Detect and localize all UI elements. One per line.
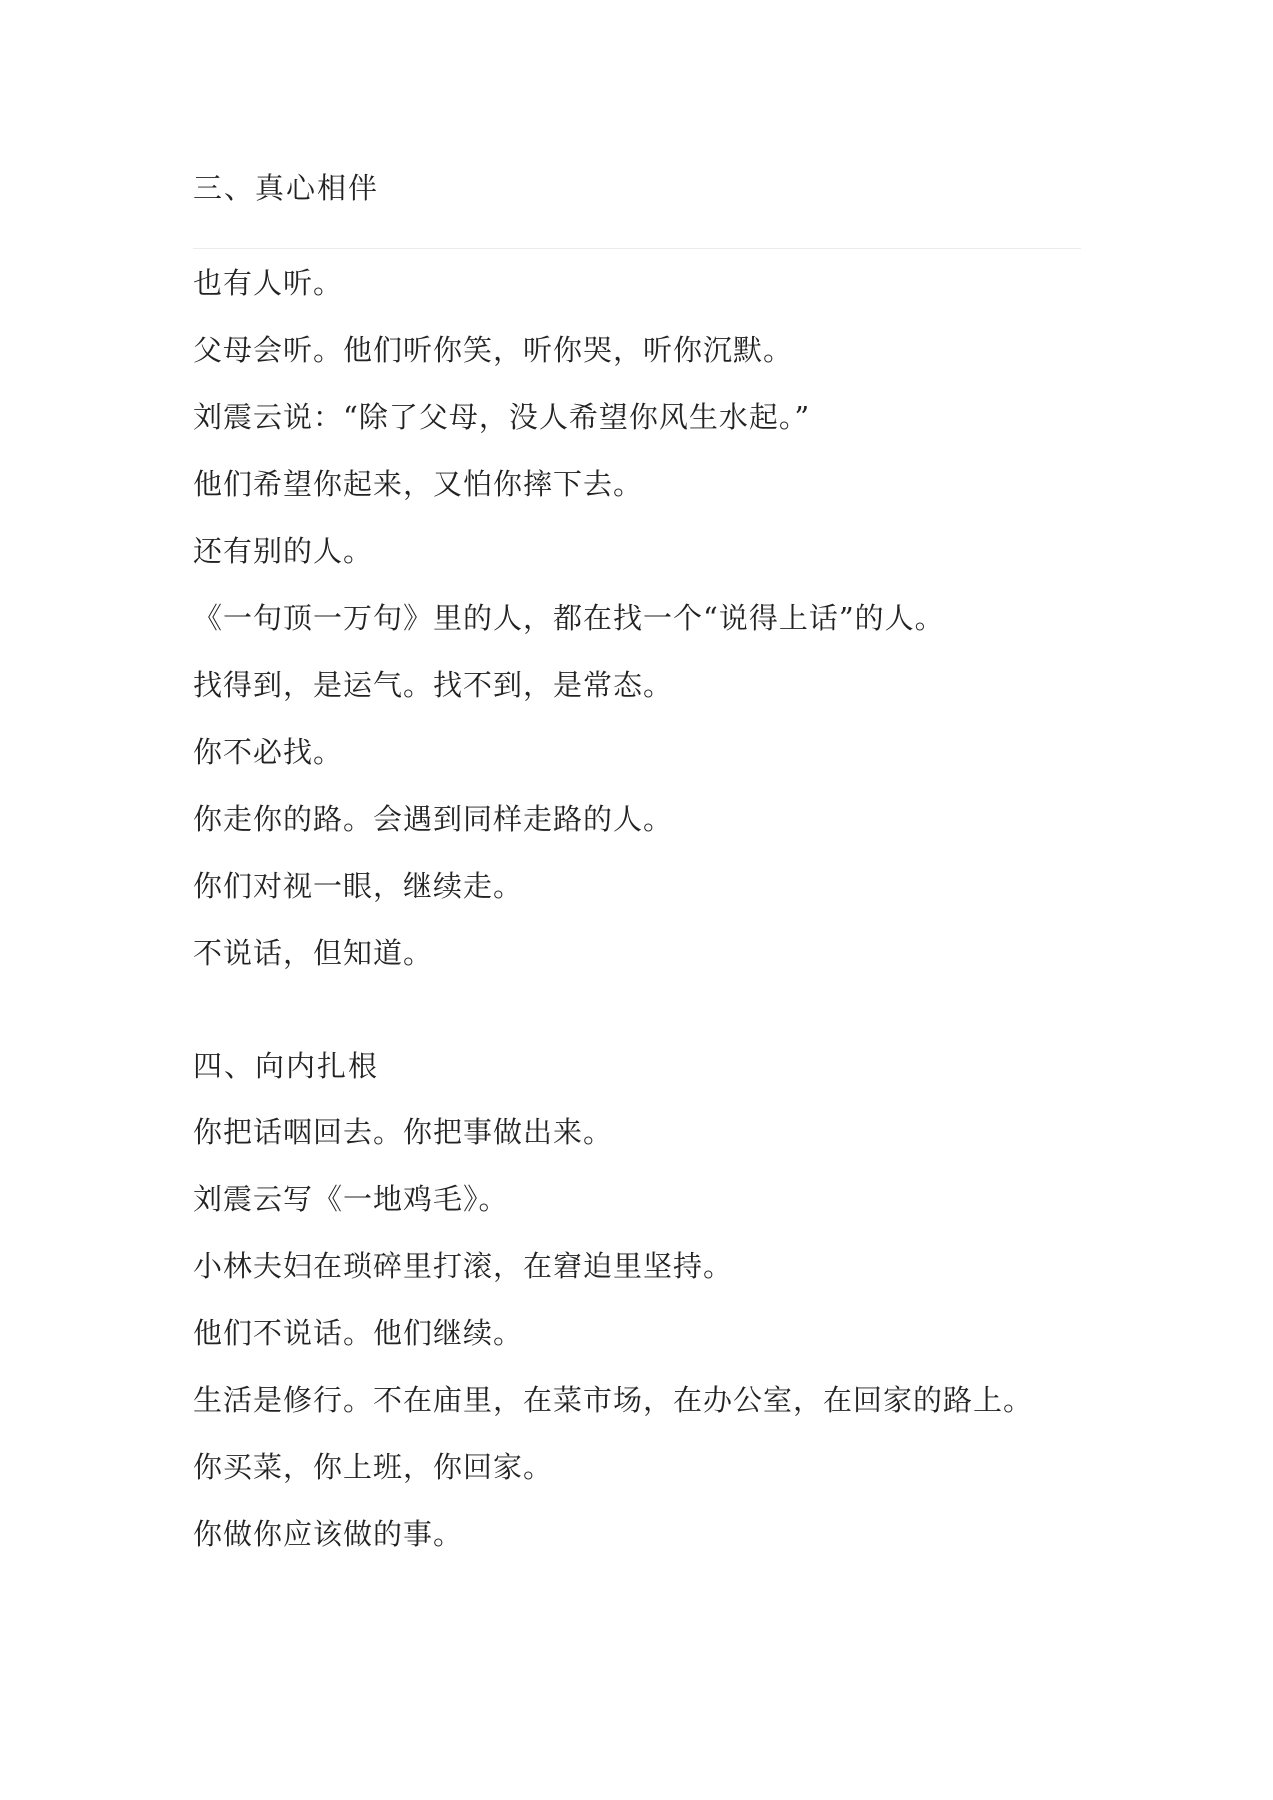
paragraph: 找得到，是运气。找不到，是常态。 — [193, 668, 674, 702]
paragraph: 父母会听。他们听你笑，听你哭，听你沉默。 — [193, 333, 794, 367]
paragraph: 你不必找。 — [193, 735, 344, 769]
paragraph: 小林夫妇在琐碎里打滚，在窘迫里坚持。 — [193, 1249, 734, 1283]
paragraph: 刘震云说：“除了父母，没人希望你风生水起。” — [193, 400, 811, 434]
paragraph: 你买菜，你上班，你回家。 — [193, 1450, 554, 1484]
section-divider — [193, 248, 1081, 249]
paragraph: 还有别的人。 — [193, 534, 374, 568]
paragraph: 也有人听。 — [193, 266, 344, 300]
paragraph: 你把话咽回去。你把事做出来。 — [193, 1115, 614, 1149]
paragraph: 不说话，但知道。 — [193, 936, 434, 970]
paragraph: 刘震云写《一地鸡毛》。 — [193, 1182, 509, 1216]
section-heading-4: 四、向内扎根 — [193, 1049, 380, 1083]
paragraph: 你走你的路。会遇到同样走路的人。 — [193, 802, 674, 836]
paragraph: 《一句顶一万句》里的人，都在找一个“说得上话”的人。 — [193, 601, 945, 635]
paragraph: 他们不说话。他们继续。 — [193, 1316, 524, 1350]
paragraph: 生活是修行。不在庙里，在菜市场，在办公室，在回家的路上。 — [193, 1383, 1034, 1417]
section-heading-3: 三、真心相伴 — [193, 171, 380, 205]
paragraph: 他们希望你起来，又怕你摔下去。 — [193, 467, 644, 501]
paragraph: 你们对视一眼，继续走。 — [193, 869, 524, 903]
paragraph: 你做你应该做的事。 — [193, 1517, 464, 1551]
